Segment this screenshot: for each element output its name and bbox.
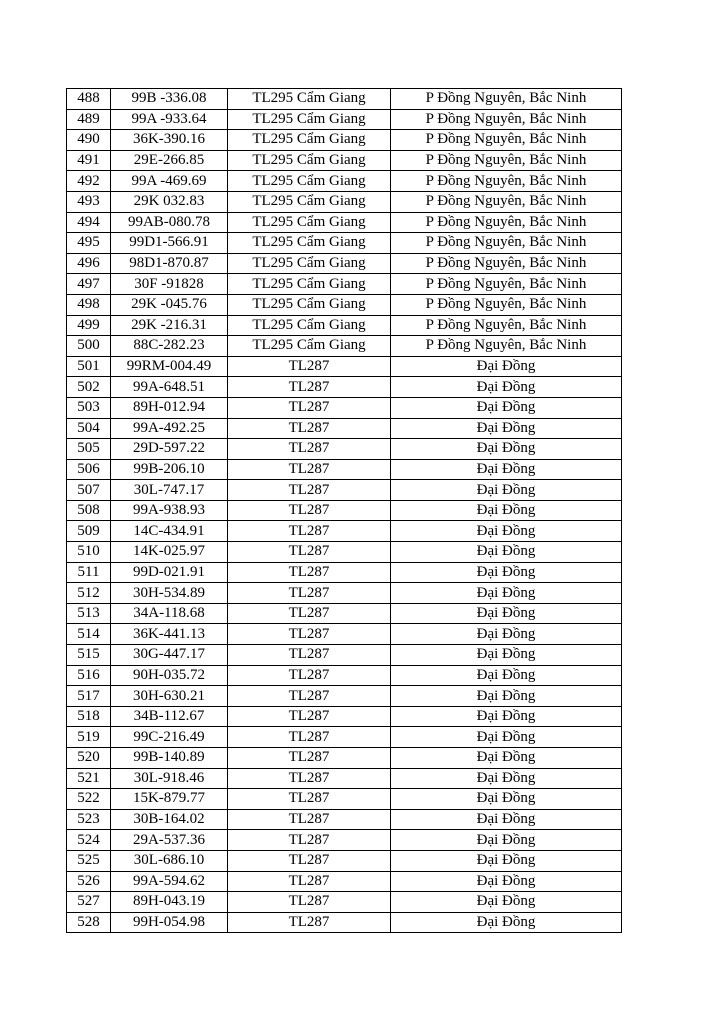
location-cell: TL287 xyxy=(228,583,391,604)
license-plate-cell: 30L-747.17 xyxy=(111,480,228,501)
unit-cell: Đại Đồng xyxy=(391,645,622,666)
table-row xyxy=(67,892,622,913)
location-cell: TL287 xyxy=(228,397,391,418)
table-body xyxy=(67,89,622,933)
location-cell: TL287 xyxy=(228,356,391,377)
license-plate-cell: 99A-938.93 xyxy=(111,500,228,521)
unit-cell: Đại Đồng xyxy=(391,542,622,563)
location-cell: TL287 xyxy=(228,521,391,542)
location-cell: TL287 xyxy=(228,748,391,769)
license-plate-cell: 99A -469.69 xyxy=(111,171,228,192)
location-cell: TL287 xyxy=(228,706,391,727)
table-row xyxy=(67,830,622,851)
location-cell: TL287 xyxy=(228,624,391,645)
table-row xyxy=(67,480,622,501)
unit-cell: P Đồng Nguyên, Bắc Ninh xyxy=(391,253,622,274)
unit-cell: P Đồng Nguyên, Bắc Ninh xyxy=(391,191,622,212)
row-number-cell: 503 xyxy=(67,397,111,418)
license-plate-cell: 99A-594.62 xyxy=(111,871,228,892)
unit-cell: Đại Đồng xyxy=(391,789,622,810)
row-number-cell: 524 xyxy=(67,830,111,851)
row-number-cell: 502 xyxy=(67,377,111,398)
row-number-cell: 506 xyxy=(67,459,111,480)
license-plate-cell: 30H-630.21 xyxy=(111,686,228,707)
location-cell: TL287 xyxy=(228,480,391,501)
table-row xyxy=(67,500,622,521)
license-plate-cell: 99D-021.91 xyxy=(111,562,228,583)
license-plate-cell: 29A-537.36 xyxy=(111,830,228,851)
table-row xyxy=(67,89,622,110)
unit-cell: Đại Đồng xyxy=(391,686,622,707)
table-row xyxy=(67,789,622,810)
license-plate-cell: 29D-597.22 xyxy=(111,439,228,460)
location-cell: TL287 xyxy=(228,377,391,398)
table-row xyxy=(67,603,622,624)
license-plate-cell: 34A-118.68 xyxy=(111,603,228,624)
location-cell: TL295 Cẩm Giang xyxy=(228,191,391,212)
location-cell: TL295 Cẩm Giang xyxy=(228,253,391,274)
row-number-cell: 489 xyxy=(67,109,111,130)
unit-cell: P Đồng Nguyên, Bắc Ninh xyxy=(391,150,622,171)
table-row xyxy=(67,356,622,377)
table-row xyxy=(67,150,622,171)
table-row xyxy=(67,665,622,686)
location-cell: TL295 Cẩm Giang xyxy=(228,233,391,254)
row-number-cell: 527 xyxy=(67,892,111,913)
row-number-cell: 518 xyxy=(67,706,111,727)
license-plate-cell: 15K-879.77 xyxy=(111,789,228,810)
license-plate-cell: 30F -91828 xyxy=(111,274,228,295)
unit-cell: Đại Đồng xyxy=(391,809,622,830)
unit-cell: Đại Đồng xyxy=(391,706,622,727)
license-plate-cell: 99A-492.25 xyxy=(111,418,228,439)
location-cell: TL287 xyxy=(228,850,391,871)
location-cell: TL287 xyxy=(228,830,391,851)
row-number-cell: 514 xyxy=(67,624,111,645)
license-plate-cell: 90H-035.72 xyxy=(111,665,228,686)
row-number-cell: 510 xyxy=(67,542,111,563)
unit-cell: P Đồng Nguyên, Bắc Ninh xyxy=(391,336,622,357)
row-number-cell: 490 xyxy=(67,130,111,151)
license-plate-cell: 99AB-080.78 xyxy=(111,212,228,233)
table-row xyxy=(67,191,622,212)
license-plate-cell: 99B -336.08 xyxy=(111,89,228,110)
table-row xyxy=(67,459,622,480)
license-plate-cell: 14C-434.91 xyxy=(111,521,228,542)
table-row xyxy=(67,809,622,830)
location-cell: TL287 xyxy=(228,418,391,439)
location-cell: TL287 xyxy=(228,459,391,480)
location-cell: TL295 Cẩm Giang xyxy=(228,212,391,233)
license-plate-cell: 29E-266.85 xyxy=(111,150,228,171)
location-cell: TL295 Cẩm Giang xyxy=(228,294,391,315)
unit-cell: P Đồng Nguyên, Bắc Ninh xyxy=(391,294,622,315)
table-row xyxy=(67,871,622,892)
row-number-cell: 517 xyxy=(67,686,111,707)
table-row xyxy=(67,624,622,645)
license-plate-cell: 99B-206.10 xyxy=(111,459,228,480)
table-row xyxy=(67,768,622,789)
row-number-cell: 516 xyxy=(67,665,111,686)
row-number-cell: 519 xyxy=(67,727,111,748)
row-number-cell: 528 xyxy=(67,912,111,933)
unit-cell: Đại Đồng xyxy=(391,748,622,769)
unit-cell: P Đồng Nguyên, Bắc Ninh xyxy=(391,109,622,130)
unit-cell: Đại Đồng xyxy=(391,830,622,851)
unit-cell: Đại Đồng xyxy=(391,356,622,377)
row-number-cell: 491 xyxy=(67,150,111,171)
location-cell: TL295 Cẩm Giang xyxy=(228,336,391,357)
location-cell: TL287 xyxy=(228,768,391,789)
license-plate-cell: 36K-441.13 xyxy=(111,624,228,645)
license-plate-cell: 30L-918.46 xyxy=(111,768,228,789)
table-row xyxy=(67,727,622,748)
location-cell: TL287 xyxy=(228,439,391,460)
unit-cell: Đại Đồng xyxy=(391,397,622,418)
unit-cell: Đại Đồng xyxy=(391,727,622,748)
row-number-cell: 526 xyxy=(67,871,111,892)
unit-cell: Đại Đồng xyxy=(391,665,622,686)
table-row xyxy=(67,253,622,274)
table-row xyxy=(67,583,622,604)
unit-cell: P Đồng Nguyên, Bắc Ninh xyxy=(391,171,622,192)
license-plate-cell: 30B-164.02 xyxy=(111,809,228,830)
location-cell: TL287 xyxy=(228,603,391,624)
table-row xyxy=(67,130,622,151)
location-cell: TL287 xyxy=(228,892,391,913)
license-plate-cell: 88C-282.23 xyxy=(111,336,228,357)
unit-cell: P Đồng Nguyên, Bắc Ninh xyxy=(391,130,622,151)
table-row xyxy=(67,397,622,418)
row-number-cell: 498 xyxy=(67,294,111,315)
unit-cell: Đại Đồng xyxy=(391,521,622,542)
license-plate-cell: 99C-216.49 xyxy=(111,727,228,748)
row-number-cell: 494 xyxy=(67,212,111,233)
row-number-cell: 493 xyxy=(67,191,111,212)
unit-cell: Đại Đồng xyxy=(391,850,622,871)
location-cell: TL287 xyxy=(228,789,391,810)
location-cell: TL295 Cẩm Giang xyxy=(228,274,391,295)
unit-cell: Đại Đồng xyxy=(391,480,622,501)
table-row xyxy=(67,912,622,933)
table-row xyxy=(67,562,622,583)
license-plate-cell: 14K-025.97 xyxy=(111,542,228,563)
table-row xyxy=(67,748,622,769)
violations-table xyxy=(66,88,622,933)
unit-cell: Đại Đồng xyxy=(391,912,622,933)
location-cell: TL295 Cẩm Giang xyxy=(228,109,391,130)
row-number-cell: 504 xyxy=(67,418,111,439)
license-plate-cell: 98D1-870.87 xyxy=(111,253,228,274)
row-number-cell: 497 xyxy=(67,274,111,295)
row-number-cell: 501 xyxy=(67,356,111,377)
location-cell: TL287 xyxy=(228,727,391,748)
row-number-cell: 495 xyxy=(67,233,111,254)
row-number-cell: 511 xyxy=(67,562,111,583)
table-row xyxy=(67,377,622,398)
table-row xyxy=(67,645,622,666)
location-cell: TL295 Cẩm Giang xyxy=(228,89,391,110)
row-number-cell: 488 xyxy=(67,89,111,110)
license-plate-cell: 36K-390.16 xyxy=(111,130,228,151)
table-row xyxy=(67,274,622,295)
row-number-cell: 521 xyxy=(67,768,111,789)
license-plate-cell: 89H-043.19 xyxy=(111,892,228,913)
row-number-cell: 522 xyxy=(67,789,111,810)
location-cell: TL287 xyxy=(228,686,391,707)
location-cell: TL287 xyxy=(228,809,391,830)
row-number-cell: 520 xyxy=(67,748,111,769)
unit-cell: Đại Đồng xyxy=(391,892,622,913)
unit-cell: Đại Đồng xyxy=(391,624,622,645)
license-plate-cell: 29K 032.83 xyxy=(111,191,228,212)
license-plate-cell: 30H-534.89 xyxy=(111,583,228,604)
table-row xyxy=(67,850,622,871)
unit-cell: Đại Đồng xyxy=(391,603,622,624)
license-plate-cell: 89H-012.94 xyxy=(111,397,228,418)
location-cell: TL287 xyxy=(228,562,391,583)
location-cell: TL295 Cẩm Giang xyxy=(228,130,391,151)
table-row xyxy=(67,336,622,357)
license-plate-cell: 99RM-004.49 xyxy=(111,356,228,377)
unit-cell: Đại Đồng xyxy=(391,768,622,789)
row-number-cell: 496 xyxy=(67,253,111,274)
unit-cell: Đại Đồng xyxy=(391,459,622,480)
row-number-cell: 507 xyxy=(67,480,111,501)
unit-cell: Đại Đồng xyxy=(391,871,622,892)
license-plate-cell: 29K -216.31 xyxy=(111,315,228,336)
unit-cell: Đại Đồng xyxy=(391,583,622,604)
unit-cell: Đại Đồng xyxy=(391,377,622,398)
location-cell: TL287 xyxy=(228,912,391,933)
license-plate-cell: 29K -045.76 xyxy=(111,294,228,315)
license-plate-cell: 99B-140.89 xyxy=(111,748,228,769)
table-row xyxy=(67,521,622,542)
table-row xyxy=(67,439,622,460)
unit-cell: P Đồng Nguyên, Bắc Ninh xyxy=(391,233,622,254)
license-plate-cell: 99A-648.51 xyxy=(111,377,228,398)
location-cell: TL295 Cẩm Giang xyxy=(228,315,391,336)
unit-cell: Đại Đồng xyxy=(391,562,622,583)
location-cell: TL295 Cẩm Giang xyxy=(228,171,391,192)
license-plate-cell: 34B-112.67 xyxy=(111,706,228,727)
unit-cell: P Đồng Nguyên, Bắc Ninh xyxy=(391,274,622,295)
row-number-cell: 525 xyxy=(67,850,111,871)
row-number-cell: 505 xyxy=(67,439,111,460)
location-cell: TL287 xyxy=(228,500,391,521)
row-number-cell: 500 xyxy=(67,336,111,357)
table-row xyxy=(67,542,622,563)
row-number-cell: 515 xyxy=(67,645,111,666)
table-row xyxy=(67,171,622,192)
location-cell: TL287 xyxy=(228,542,391,563)
license-plate-cell: 99H-054.98 xyxy=(111,912,228,933)
row-number-cell: 512 xyxy=(67,583,111,604)
table-row xyxy=(67,706,622,727)
unit-cell: P Đồng Nguyên, Bắc Ninh xyxy=(391,212,622,233)
unit-cell: P Đồng Nguyên, Bắc Ninh xyxy=(391,89,622,110)
license-plate-cell: 30G-447.17 xyxy=(111,645,228,666)
table-row xyxy=(67,686,622,707)
unit-cell: P Đồng Nguyên, Bắc Ninh xyxy=(391,315,622,336)
table-row xyxy=(67,294,622,315)
row-number-cell: 513 xyxy=(67,603,111,624)
location-cell: TL287 xyxy=(228,665,391,686)
row-number-cell: 499 xyxy=(67,315,111,336)
license-plate-cell: 30L-686.10 xyxy=(111,850,228,871)
row-number-cell: 523 xyxy=(67,809,111,830)
table-row xyxy=(67,109,622,130)
table-row xyxy=(67,212,622,233)
row-number-cell: 509 xyxy=(67,521,111,542)
location-cell: TL287 xyxy=(228,645,391,666)
table-row xyxy=(67,418,622,439)
unit-cell: Đại Đồng xyxy=(391,418,622,439)
row-number-cell: 492 xyxy=(67,171,111,192)
row-number-cell: 508 xyxy=(67,500,111,521)
unit-cell: Đại Đồng xyxy=(391,439,622,460)
unit-cell: Đại Đồng xyxy=(391,500,622,521)
table-row xyxy=(67,315,622,336)
table-row xyxy=(67,233,622,254)
location-cell: TL287 xyxy=(228,871,391,892)
license-plate-cell: 99D1-566.91 xyxy=(111,233,228,254)
license-plate-cell: 99A -933.64 xyxy=(111,109,228,130)
location-cell: TL295 Cẩm Giang xyxy=(228,150,391,171)
